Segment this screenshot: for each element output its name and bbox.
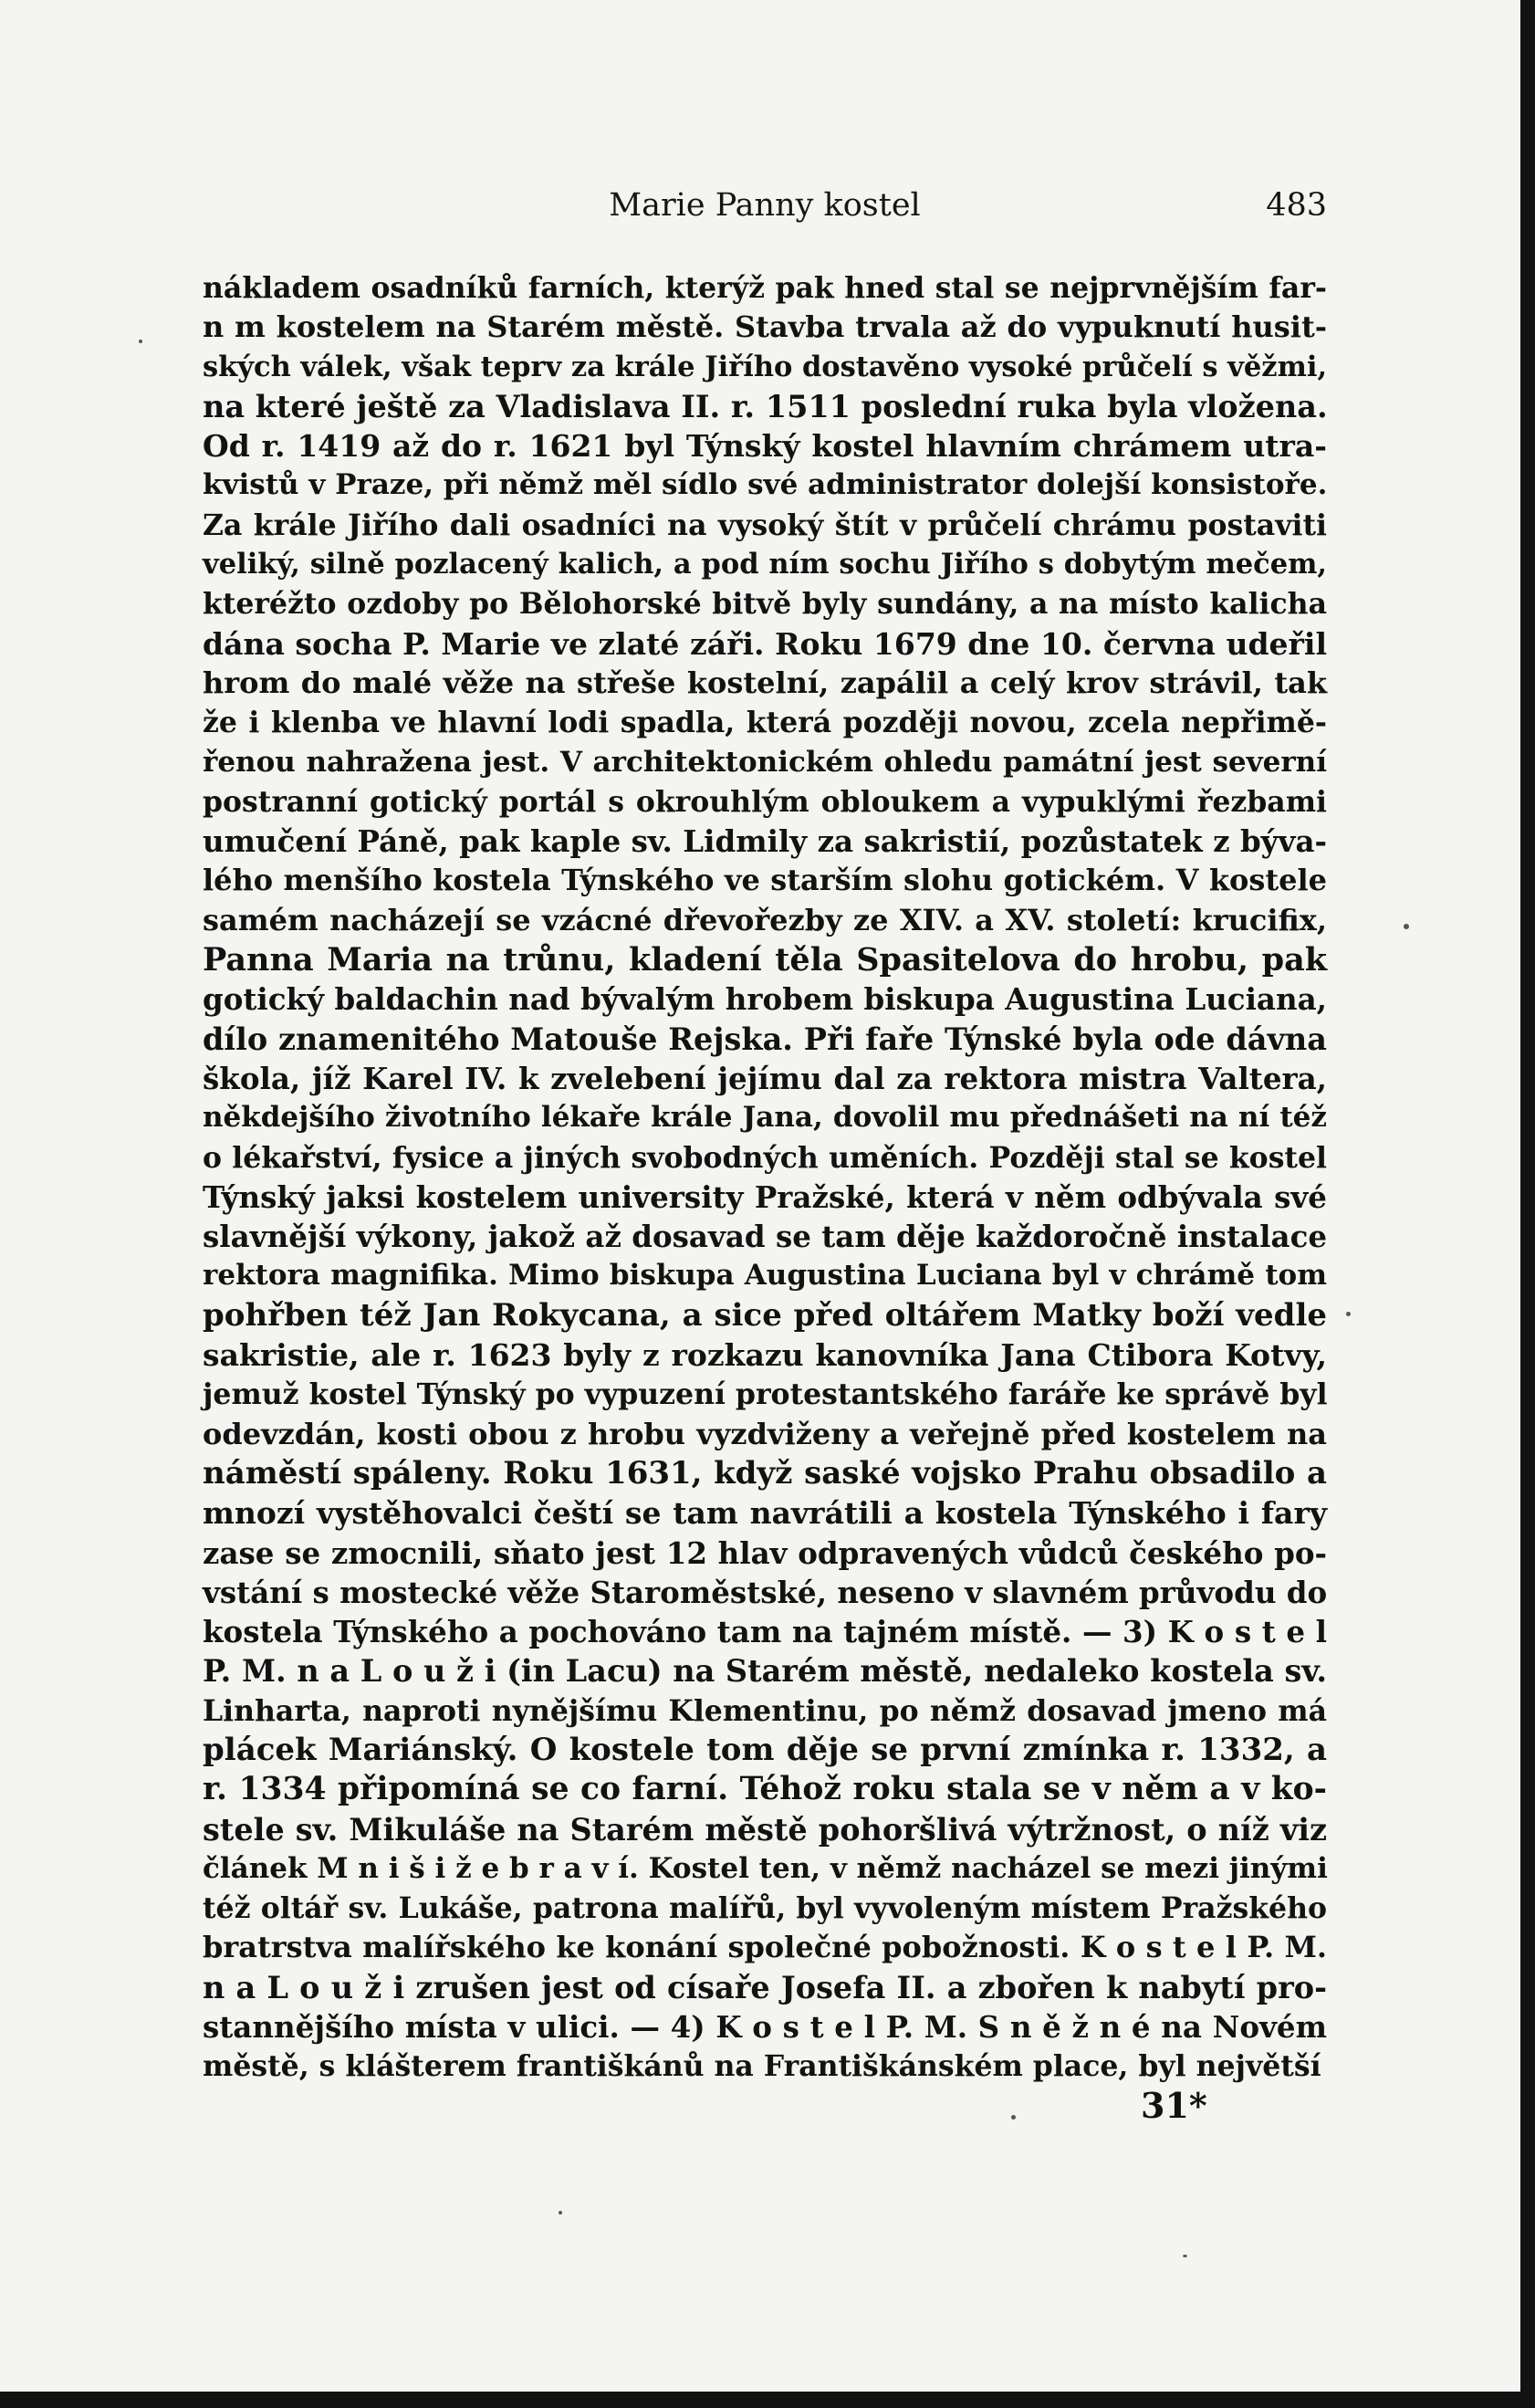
speck-mark [139,340,142,343]
text-line: že i klenba ve hlavní lodi spadla, která později novou, zcela nepřimě- [203,706,1327,740]
text-line: Panna Maria na trůnu, kladení těla Spasitelova do hrobu, pak [203,941,1327,979]
text-line: stele sv. Mikuláše na Starém městě pohoršlivá výtržnost, o níž viz [203,1811,1327,1848]
text-line: kostela Týnského a pochováno tam na tajném místě. — 3) K o s t e l [203,1614,1327,1650]
text-line: gotický baldachin nad bývalým hrobem biskupa Augustina Luciana, [203,981,1327,1018]
text-line: Za krále Jiřího dali osadníci na vysoký štít v průčelí chrámu postaviti [203,508,1327,542]
text-line: náměstí spáleny. Roku 1631, když saské vojsko Prahu obsadilo a [203,1454,1327,1492]
text-line: postranní gotický portál s okrouhlým obloukem a vypuklými řezbami [203,784,1327,819]
running-title: Marie Panny kostel [609,187,921,224]
speck-mark [1404,924,1409,929]
speck-mark [1346,1312,1351,1316]
page-number: 483 [1266,187,1327,224]
text-line: Linharta, naproti nynějšímu Klementinu, po němž dosavad jmeno má [203,1693,1327,1728]
text-line: kteréžto ozdoby po Bělohorské bitvě byly sundány, a na místo kalicha [203,587,1327,622]
text-line: r. 1334 připomíná se co farní. Téhož roku stala se v něm a v ko- [203,1771,1327,1808]
signature-mark: 31* [1141,2085,1207,2126]
text-line: odevzdán, kosti obou z hrobu vyzdviženy a veřejně před kostelem na [203,1416,1327,1451]
text-line: mnozí vystěhovalci čeští se tam navrátili a kostela Týnského i fary [203,1495,1327,1532]
text-line: hrom do malé věže na střeše kostelní, zapálil a celý krov strávil, tak [203,665,1327,700]
text-line: P. M. n a L o u ž i (in Lacu) na Starém městě, nedaleko kostela sv. [203,1653,1328,1690]
text-line: řenou nahražena jest. V architektonickém ohledu památní jest severní [203,745,1327,779]
text-line: sakristie, ale r. 1623 byly z rozkazu kanovníka Jana Ctibora Kotvy, [203,1337,1327,1374]
text-line: nákladem osadníků farních, kterýž pak hned stal se nejprvnějším far- [203,271,1327,305]
text-line: slavnější výkony, jakož až dosavad se tam děje každoročně instalace [203,1219,1328,1255]
text-line: umučení Páně, pak kaple sv. Lidmily za sakristií, pozůstatek z býva- [203,823,1327,860]
text-line: kvistů v Praze, při němž měl sídlo své administrator dolejší konsistoře. [203,468,1328,502]
text-line: Týnský jaksi kostelem university Pražské, která v něm odbývala své [203,1178,1327,1215]
text-line: Od r. 1419 až do r. 1621 byl Týnský kostel hlavním chrámem utra- [203,428,1327,465]
text-line: ských válek, však teprv za krále Jiřího dostavěno vysoké průčelí s věžmi, [203,350,1328,383]
text-line: veliký, silně pozlacený kalich, a pod ním sochu Jiřího s dobytým mečem, [203,548,1327,581]
page-header [203,187,1327,229]
text-line: o lékařství, fysice a jiných svobodných uměních. Později stal se kostel [203,1140,1327,1175]
scan-edge-bottom [0,2392,1535,2408]
speck-mark [1183,2255,1187,2257]
text-line: někdejšího životního lékaře krále Jana, dovolil mu přednášeti na ní též [203,1101,1327,1135]
text-line: na které ještě za Vladislava II. r. 1511 poslední ruka byla vložena. [203,388,1328,424]
text-line: pohřben též Jan Rokycana, a sice před oltářem Matky boží vedle [203,1296,1327,1334]
speck-mark [559,2211,562,2214]
text-line: n m kostelem na Starém městě. Stavba trvala až do vypuknutí husit- [203,309,1327,345]
text-line: zase se zmocnili, sňato jest 12 hlav odpravených vůdců českého po- [203,1534,1327,1571]
text-line: samém nacházejí se vzácné dřevořezby ze XIV. a XV. století: krucifix, [203,902,1327,937]
text-line: bratrstva malířského ke konání společné pobožnosti. K o s t e l P. M. [203,1930,1327,1965]
text-line: městě, s klášterem františkánů na Františkánském place, byl největší [203,2049,1321,2084]
text-line: stannějšího místa v ulici. — 4) K o s t e l P. M. S n ě ž n é na Novém [203,2009,1327,2046]
text-line: též oltář sv. Lukáše, patrona malířů, byl vyvoleným místem Pražského [203,1891,1327,1926]
text-line: jemuž kostel Týnský po vypuzení protestantského faráře ke správě byl [203,1377,1328,1412]
scan-edge-right [1520,0,1535,2408]
text-line: článek M n i š i ž e b r a v í. Kostel ten, v němž nacházel se mezi jinými [203,1851,1328,1885]
text-line: škola, jíž Karel IV. k zvelebení jejímu dal za rektora mistra Valtera, [203,1060,1327,1096]
text-line: rektora magnifika. Mimo biskupa Augustina Luciana byl v chrámě tom [203,1259,1327,1293]
speck-mark [1011,2115,1016,2120]
text-line: dílo znamenitého Matouše Rejska. Při faře Týnské byla ode dávna [203,1021,1327,1057]
body-text [203,268,1327,2087]
text-line: plácek Mariánský. O kostele tom děje se první zmínka r. 1332, a [203,1731,1327,1768]
text-line: dána socha P. Marie ve zlaté záři. Roku 1679 dne 10. června udeřil [203,625,1327,662]
text-line: lého menšího kostela Týnského ve starším slohu gotickém. V kostele [203,863,1327,898]
text-line: vstání s mostecké věže Staroměstské, neseno v slavném průvodu do [203,1574,1328,1610]
text-line: n a L o u ž i zrušen jest od císaře Josefa II. a zbořen k nabytí pro- [203,1969,1327,2005]
